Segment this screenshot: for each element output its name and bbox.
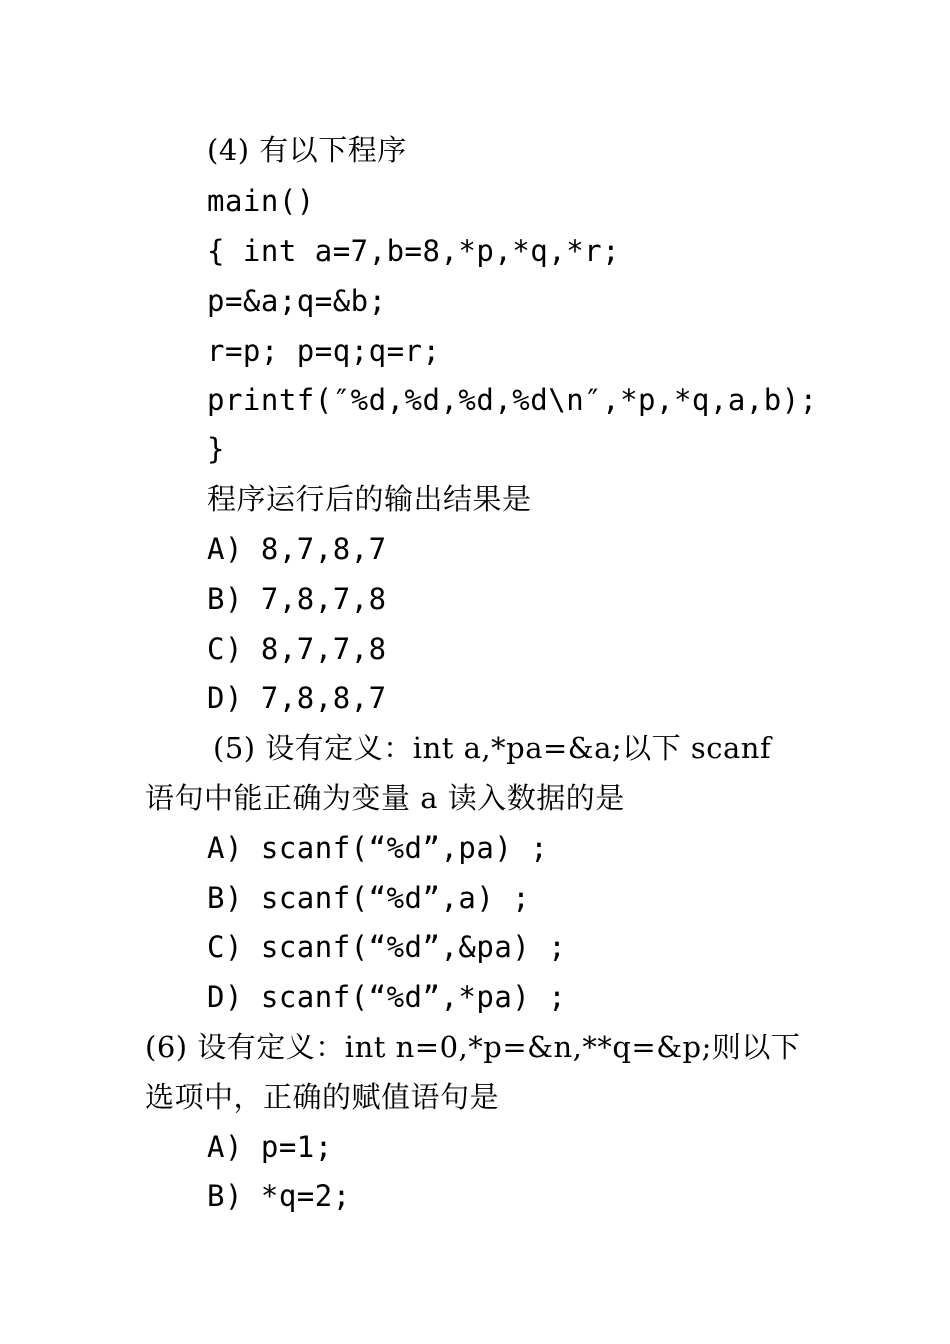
question-4-prompt: 程序运行后的输出结果是: [207, 482, 532, 516]
code-line-6: }: [207, 432, 225, 466]
question-5-line-1: (5) 设有定义：int a,*pa=&a;以下 scanf: [213, 731, 772, 765]
code-line-4: r=p; p=q;q=r;: [207, 334, 441, 368]
question-6-option-a: A) p=1;: [207, 1130, 333, 1164]
question-4-option-b: B) 7,8,7,8: [207, 582, 387, 616]
question-6-line-1: (6) 设有定义：int n=0,*p=&n,**q=&p;则以下: [145, 1030, 801, 1064]
question-4-title: (4) 有以下程序: [207, 133, 407, 167]
question-6-line-2: 选项中，正确的赋值语句是: [145, 1080, 500, 1114]
question-5-option-c: C) scanf(“%d”,&pa) ;: [207, 930, 567, 964]
question-5-option-a: A) scanf(“%d”,pa) ;: [207, 831, 549, 865]
question-5-option-b: B) scanf(“%d”,a) ;: [207, 881, 531, 915]
question-5-option-d: D) scanf(“%d”,*pa) ;: [207, 980, 567, 1014]
question-5-line-2: 语句中能正确为变量 a 读入数据的是: [145, 781, 625, 815]
question-4-option-d: D) 7,8,8,7: [207, 681, 387, 715]
code-line-3: p=&a;q=&b;: [207, 284, 387, 318]
code-line-1: main(): [207, 184, 315, 218]
code-line-5: printf(″%d,%d,%d,%d\n″,*p,*q,a,b);: [207, 383, 818, 417]
question-4-option-c: C) 8,7,7,8: [207, 632, 387, 666]
code-line-2: { int a=7,b=8,*p,*q,*r;: [207, 234, 621, 268]
question-6-option-b: B) *q=2;: [207, 1179, 351, 1213]
question-4-option-a: A) 8,7,8,7: [207, 532, 387, 566]
